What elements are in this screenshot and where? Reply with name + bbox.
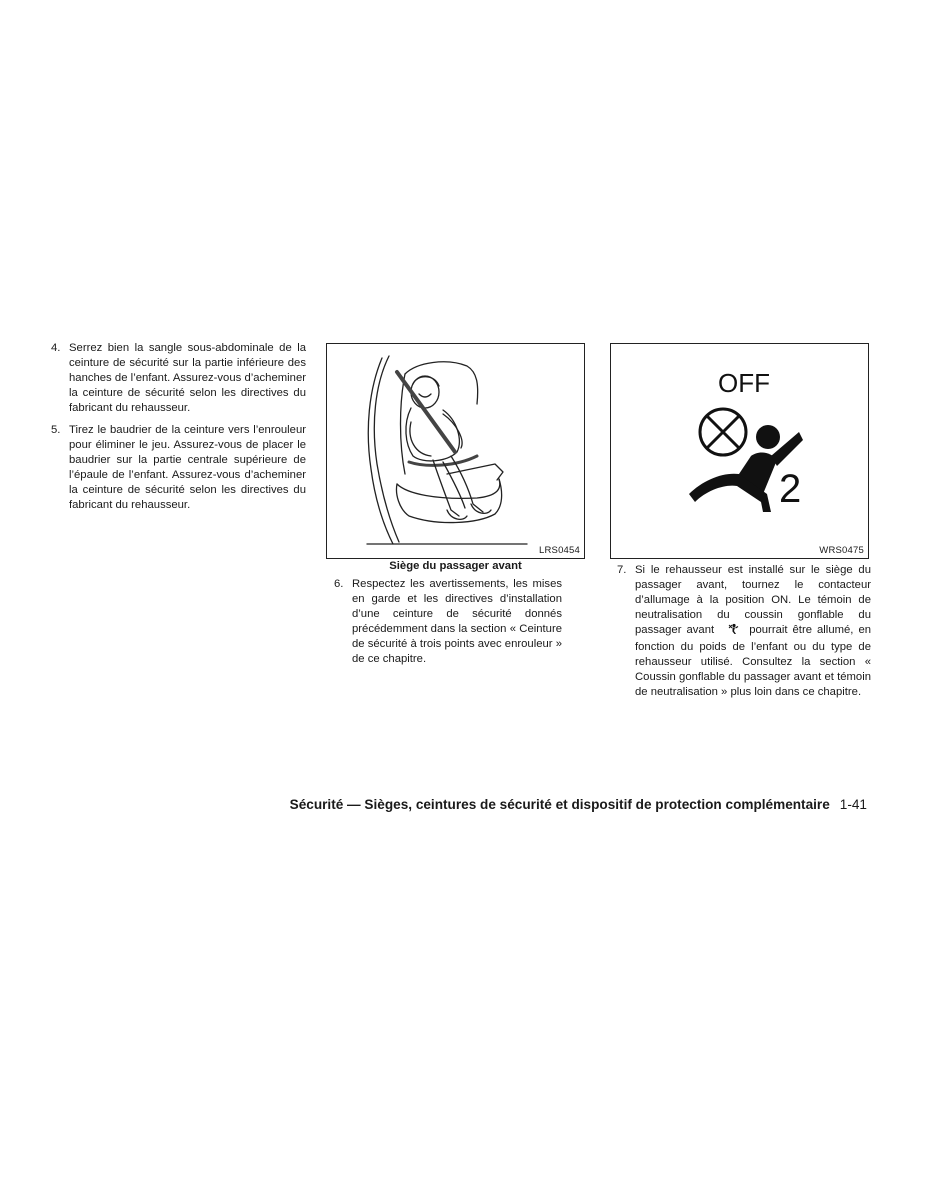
child-booster-seat-illustration [327, 344, 584, 558]
item-number: 6. [334, 578, 344, 590]
left-column [51, 341, 306, 520]
figure-code: LRS0454 [538, 545, 580, 556]
figure-code: WRS0475 [819, 545, 864, 556]
item-number: 7. [617, 564, 627, 576]
airbag-off-icon [611, 344, 868, 558]
item-text-before-icon: Si le rehausseur est installé sur le siège du passager avant, tournez le contacteur d’allumage à la position ON. Le témoin de neutralisation du coussin gonflable du passager avant [635, 564, 871, 636]
figure-airbag-off-indicator [610, 343, 869, 559]
list-item [51, 423, 306, 513]
airbag-number-label: 2 [779, 467, 802, 511]
right-column [617, 563, 871, 707]
page-footer [0, 797, 867, 812]
off-label: OFF [718, 368, 770, 398]
figure-booster-seat [326, 343, 585, 559]
item-number: 4. [51, 342, 61, 354]
item-text: Tirez le baudrier de la ceinture vers l’enrouleur pour éliminer le jeu. Assurez-vous de placer le baudrier sur la partie centrale supérieure de l’épaule de l’enfant. Assurez-vous d’acheminer la ceinture de sécurité selon les directives du fabricant du rehausseur. [69, 424, 306, 511]
item-number: 5. [51, 424, 61, 436]
item-text: Respectez les avertissements, les mises en garde et les directives d’installation d’une ceinture de sécurité donnés précédemment dans la section « Ceinture de sécurité à trois points avec enrouleur » de ce chapitre. [352, 578, 562, 665]
item-text-after-icon: pourrait être allumé, en fonction du poids de l’enfant ou du type de rehausseur utilisé. Consultez la section « Coussin gonflable du passager avant et témoin de neutralisation » plus loin dans ce chapitre. [635, 624, 872, 698]
list-item [617, 563, 871, 700]
list-item [51, 341, 306, 416]
list-item [334, 577, 562, 667]
item-text [635, 563, 871, 700]
section-title: Sécurité — Sièges, ceintures de sécurité et dispositif de protection complémentaire [289, 797, 830, 812]
figure-caption: Siège du passager avant [389, 560, 522, 572]
airbag-warning-icon [727, 623, 739, 640]
middle-column [334, 577, 562, 674]
item-text: Serrez bien la sangle sous-abdominale de la ceinture de sécurité sur la partie inférieure des hanches de l’enfant. Assurez-vous d’acheminer la ceinture de sécurité selon les directives du fabricant du rehausseur. [69, 342, 306, 414]
page-number: 1-41 [839, 797, 867, 812]
